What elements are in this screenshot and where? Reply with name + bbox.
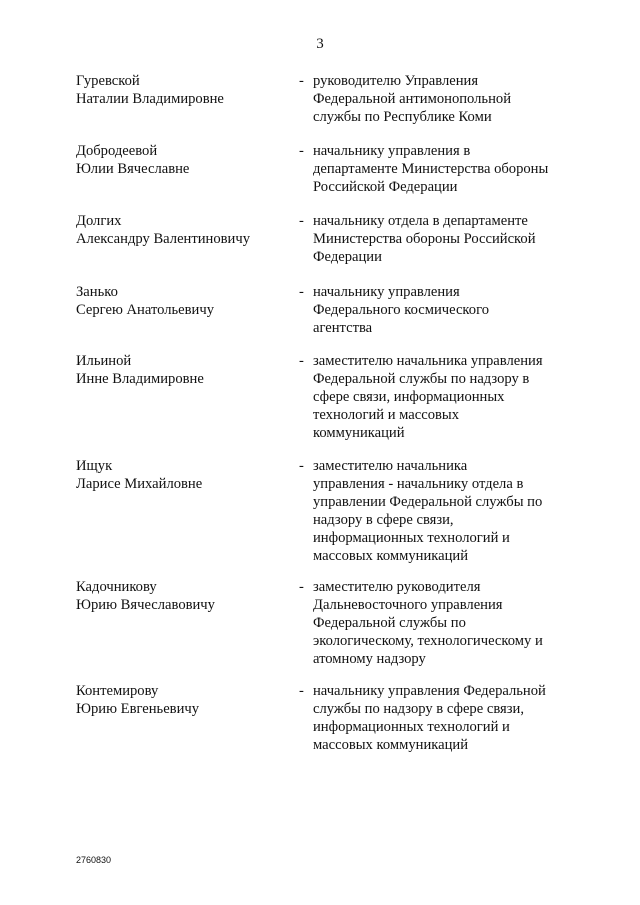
person-position: начальнику управления Федеральной службы по надзору в сфере связи, информационных технологий и массовых коммуникаций (313, 683, 546, 753)
dash-separator: - (299, 458, 304, 474)
document-code: 2760830 (76, 855, 112, 865)
person-name: Занько Сергею Анатольевичу (76, 284, 214, 318)
person-position: руководителю Управления Федеральной антимонопольной службы по Республике Коми (313, 73, 512, 125)
dash-separator: - (299, 213, 304, 229)
person-position: начальнику отдела в департаменте Министерства обороны Российской Федерации (313, 213, 536, 265)
person-position: заместителю начальника управления - начальнику отдела в управлении Федеральной службы по надзору в сфере связи, информационных технологий и массовых коммуникаций (313, 458, 543, 564)
dash-separator: - (299, 353, 304, 369)
dash-separator: - (299, 579, 304, 595)
person-position: начальнику управления Федерального космического агентства (313, 284, 489, 336)
dash-separator: - (299, 683, 304, 699)
page-number: 3 (316, 36, 324, 52)
person-name: Контемирову Юрию Евгеньевичу (76, 683, 200, 717)
dash-separator: - (299, 73, 304, 89)
dash-separator: - (299, 143, 304, 159)
person-name: Ищук Ларисе Михайловне (76, 458, 203, 492)
person-name: Ильиной Инне Владимировне (76, 353, 204, 387)
dash-separator: - (299, 284, 304, 300)
person-name: Долгих Александру Валентиновичу (76, 213, 250, 247)
person-position: заместителю начальника управления Федеральной службы по надзору в сфере связи, информационных технологий и массовых коммуникаций (313, 353, 543, 441)
person-position: заместителю руководителя Дальневосточного управления Федеральной службы по экологическому, технологическому и атомному надзору (313, 579, 543, 667)
person-name: Гуревской Наталии Владимировне (76, 73, 224, 107)
person-name: Добродеевой Юлии Вячеславне (76, 143, 190, 177)
person-position: начальнику управления в департаменте Министерства обороны Российской Федерации (313, 143, 549, 195)
person-name: Кадочникову Юрию Вячеславовичу (76, 579, 215, 613)
